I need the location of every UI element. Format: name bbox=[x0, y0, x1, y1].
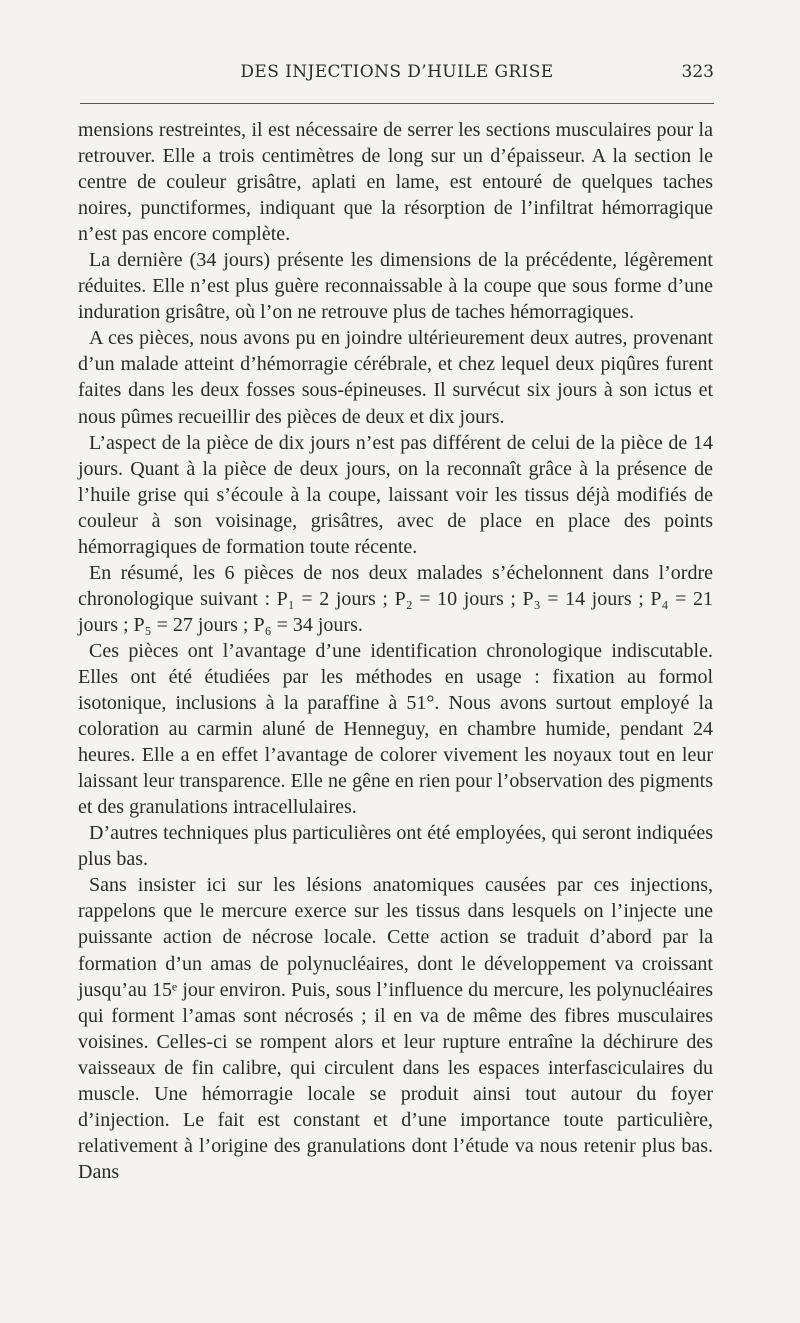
running-title: DES INJECTIONS D’HUILE GRISE bbox=[240, 62, 554, 82]
paragraph-4: L’aspect de la pièce de dix jours n’est pas différent de celui de la pièce de 14 jours. Quant à la pièce de deux jours, on la reconnaît grâce à la présence de l’huile grise qui s’écoule à la coupe, laissant voir les tissus déjà modifiés de couleur à son voisinage, grisâtres, avec de place en place des points hémorragiques de formation toute récente. bbox=[78, 431, 713, 558]
header-rule bbox=[80, 103, 714, 104]
paragraph-2: La dernière (34 jours) présente les dimensions de la précédente, légèrement réduites. Elle n’est plus guère reconnaissable à la coupe que sous forme d’une induration grisâtre, où l’on ne retrouve plus de taches hémorragiques. bbox=[78, 249, 713, 324]
page-header bbox=[80, 62, 714, 90]
paragraph-8: Sans insister ici sur les lésions anatomiques causées par ces injections, rappelons que le mercure exerce sur les tissus dans lesquels on l’injecte une puissante action de nécrose locale. Cette action se traduit d’abord par la formation d’un amas de polynucléaires, dont le développement va croissant jusqu’au 15ᵉ jour environ. Puis, sous l’influence du mercure, les polynucléaires qui forment l’amas sont nécrosés ; il en va de même des fibres musculaires voisines. Celles-ci se rompent alors et leur rupture entraîne la déchirure des vaisseaux de fin calibre, qui circulent dans les espaces interfasciculaires du muscle. Une hémorragie locale se produit ainsi tout autour du foyer d’injection. Le fait est constant et d’une importance toute particulière, relativement à l’origine des granulations dont l’étude va nous retenir plus bas. Dans bbox=[78, 874, 713, 1183]
paragraph-6: Ces pièces ont l’avantage d’une identification chronologique indiscutable. Elles ont été étudiées par les méthodes en usage : fixation au formol isotonique, inclusions à la paraffine à 51°. Nous avons surtout employé la coloration au carmin aluné de Henneguy, en chambre humide, pendant 24 heures. Elle a en effet l’avantage de colorer vivement les noyaux tout en leur laissant leur transparence. Elle ne gêne en rien pour l’observation des pigments et des granulations intracellulaires. bbox=[78, 639, 713, 819]
body-text bbox=[78, 117, 713, 1185]
paragraph-7: D’autres techniques plus particulières ont été employées, qui seront indiquées plus bas. bbox=[78, 822, 713, 871]
page-number: 323 bbox=[681, 62, 714, 82]
paragraph-1: mensions restreintes, il est nécessaire de serrer les sections musculaires pour la retrouver. Elle a trois centimètres de long sur un d’épaisseur. A la section le centre de couleur grisâtre, aplati en lame, est entouré de quelques taches noires, punctiformes, indiquant que la résorption de l’infiltrat hémorragique n’est pas encore complète. bbox=[78, 119, 713, 246]
paragraph-5: En résumé, les 6 pièces de nos deux malades s’échelonnent dans l’ordre chronologique suivant : P₁ = 2 jours ; P₂ = 10 jours ; P₃ = 14 jours ; P₄ = 21 jours ; P₅ = 27 jours ; P₆ = 34 jours. bbox=[78, 561, 713, 636]
paragraph-3: A ces pièces, nous avons pu en joindre ultérieurement deux autres, provenant d’un malade atteint d’hémorragie cérébrale, et chez lequel deux piqûres furent faites dans les deux fosses sous-épineuses. Il survécut six jours à son ictus et nous pûmes recueillir des pièces de deux et dix jours. bbox=[78, 327, 713, 428]
